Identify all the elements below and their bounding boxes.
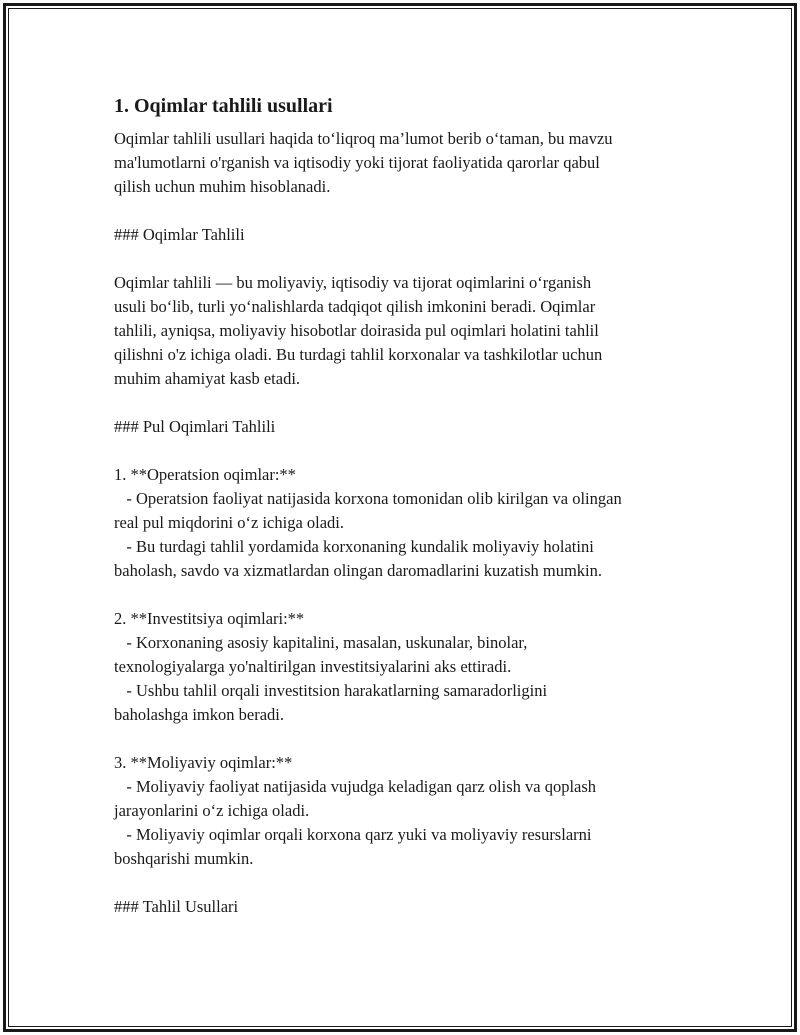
spacer: [114, 199, 694, 223]
list-item-operatsion: 1. **Operatsion oqimlar:** - Operatsion faoliyat natijasida korxona tomonidan olib kirilgan va olingan real pul miqdorini o‘z ichiga oladi. - Bu turdagi tahlil yordamida korxonaning kundalik moliyaviy holatini baholash, savdo va xizmatlardan olingan daromadlarini kuzatish mumkin.: [114, 465, 622, 580]
spacer: [114, 583, 694, 607]
heading-oqimlar-tahlili: ### Oqimlar Tahlili: [114, 225, 245, 244]
section-title: 1. Oqimlar tahlili usullari: [114, 95, 333, 117]
list-item-moliyaviy: 3. **Moliyaviy oqimlar:** - Moliyaviy faoliyat natijasida vujudga keladigan qarz olish va qoplash jarayonlarini o‘z ichiga oladi. - Moliyaviy oqimlar orqali korxona qarz yuki va moliyaviy resurslarni boshqarishi mumkin.: [114, 753, 597, 868]
spacer: [114, 871, 694, 895]
list-item-investitsiya: 2. **Investitsiya oqimlari:** - Korxonaning asosiy kapitalini, masalan, uskunalar, binolar, texnologiyalarga yo'naltirilgan investitsiyalarini aks ettiradi. - Ushbu tahlil orqali investitsion harakatlarning samaradorligini baholashga imkon beradi.: [114, 609, 548, 724]
spacer: [114, 391, 694, 415]
spacer: [114, 727, 694, 751]
spacer: [114, 439, 694, 463]
intro-paragraph: Oqimlar tahlili usullari haqida to‘liqroq ma’lumot berib o‘taman, bu mavzu ma'lumotlarni o'rganish va iqtisodiy yoki tijorat faoliyatida qarorlar qabul qilish uchun muhim hisoblanadi.: [114, 129, 613, 196]
oqimlar-tahlili-paragraph: Oqimlar tahlili — bu moliyaviy, iqtisodiy va tijorat oqimlarini o‘rganish usuli bo‘lib, turli yo‘nalishlarda tadqiqot qilish imkonini beradi. Oqimlar tahlili, ayniqsa, moliyaviy hisobotlar doirasida pul oqimlari holatini tahlil qilishni o'z ichiga oladi. Bu turdagi tahlil korxonalar va tashkilotlar uchun muhim ahamiyat kasb etadi.: [114, 273, 603, 388]
heading-pul-oqimlari-tahlili: ### Pul Oqimlari Tahlili: [114, 417, 276, 436]
spacer: [114, 247, 694, 271]
heading-tahlil-usullari: ### Tahlil Usullari: [114, 897, 239, 916]
document-body: [114, 92, 694, 919]
